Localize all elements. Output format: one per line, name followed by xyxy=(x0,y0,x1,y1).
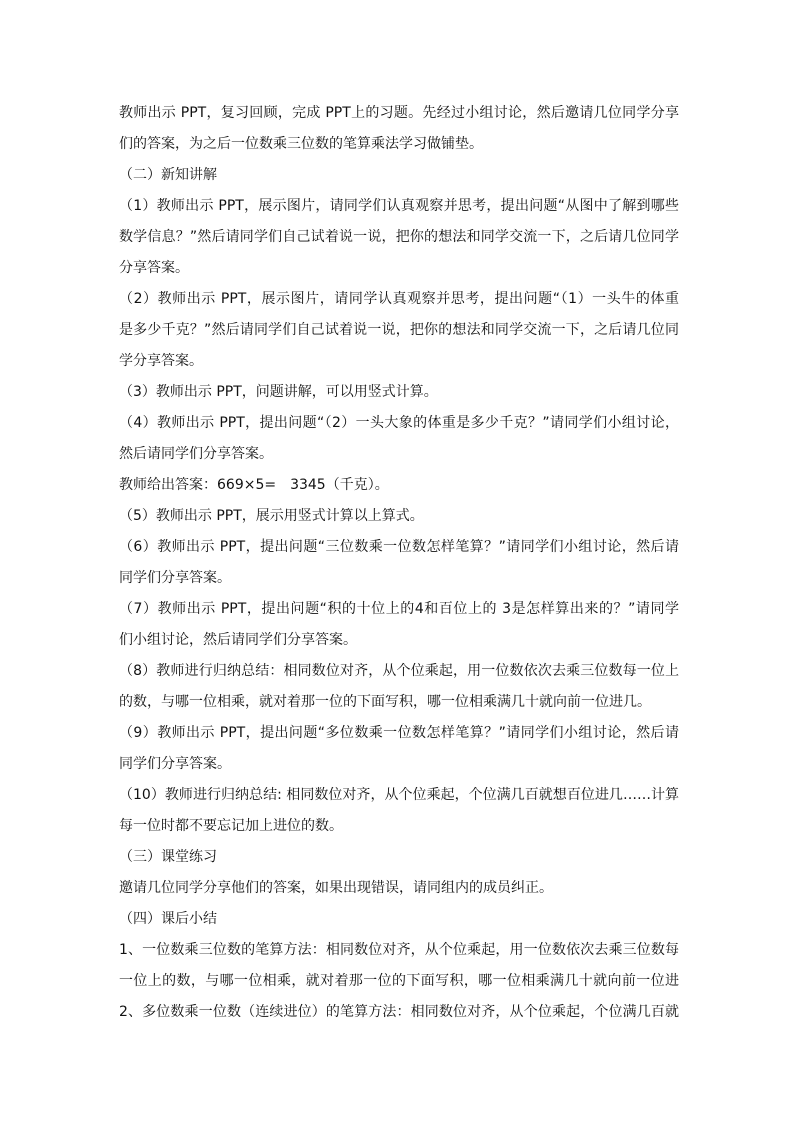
paragraph-line: （7）教师出示 PPT，提出问题“积的十位上的4和百位上的 3是怎样算出来的？”请同学 xyxy=(119,601,679,617)
paragraph-line: （10）教师进行归纳总结: 相同数位对齐，从个位乘起，个位满几百就想百位进几……计算 xyxy=(119,787,679,803)
paragraph-line: 的数，与哪一位相乘，就对着那一位的下面写积，哪一位相乘满几十就向前一位进几。 xyxy=(119,694,651,710)
paragraph-line: （4）教师出示 PPT，提出问题“（2）一头大象的体重是多少千克？”请同学们小组讨论， xyxy=(119,415,679,431)
paragraph-line: （3）教师出示 PPT，问题讲解，可以用竖式计算。 xyxy=(119,384,438,400)
answer-line: 教师给出答案：669×5= 3345（千克）。 xyxy=(119,477,389,493)
paragraph-line: 每一位时都不要忘记加上进位的数。 xyxy=(119,818,343,834)
paragraph-line: （6）教师出示 PPT，提出问题“三位数乘一位数怎样笔算？”请同学们小组讨论，然后请 xyxy=(119,539,679,555)
paragraph-line: 们小组讨论，然后请同学们分享答案。 xyxy=(119,632,357,648)
paragraph-line: （2）教师出示 PPT，展示图片，请同学认真观察并思考，提出问题“（1）一头牛的体重 xyxy=(119,291,679,307)
paragraph-line: 们的答案，为之后一位数乘三位数的笔算乘法学习做铺垫。 xyxy=(119,136,483,152)
paragraph-line: 一位上的数，与哪一位相乘，就对着那一位的下面写积，哪一位相乘满几十就向前一位进 xyxy=(119,973,679,989)
paragraph-line: 然后请同学们分享答案。 xyxy=(119,446,273,462)
section-heading: （三）课堂练习 xyxy=(119,849,217,865)
paragraph-line: 2、多位数乘一位数（连续进位）的笔算方法：相同数位对齐，从个位乘起，个位满几百就 xyxy=(119,1004,679,1020)
paragraph-line: 分享答案。 xyxy=(119,260,189,276)
paragraph-line: （9）教师出示 PPT，提出问题“多位数乘一位数怎样笔算？”请同学们小组讨论，然后请 xyxy=(119,725,679,741)
paragraph-line: 同学们分享答案。 xyxy=(119,756,231,772)
paragraph-line: 邀请几位同学分享他们的答案，如果出现错误，请同组内的成员纠正。 xyxy=(119,880,553,896)
paragraph-line: 数学信息？”然后请同学们自己试着说一说，把你的想法和同学交流一下，之后请几位同学 xyxy=(119,229,679,245)
paragraph-line: （1）教师出示 PPT，展示图片，请同学们认真观察并思考，提出问题“从图中了解到哪些 xyxy=(119,198,679,214)
section-heading: （四）课后小结 xyxy=(119,911,217,927)
paragraph-line: （8）教师进行归纳总结：相同数位对齐，从个位乘起，用一位数依次去乘三位数每一位上 xyxy=(119,663,679,679)
paragraph-line: 是多少千克？”然后请同学们自己试着说一说，把你的想法和同学交流一下，之后请几位同 xyxy=(119,322,679,338)
paragraph-line: 同学们分享答案。 xyxy=(119,570,231,586)
paragraph-line: 教师出示 PPT，复习回顾，完成 PPT上的习题。先经过小组讨论，然后邀请几位同学分享 xyxy=(119,105,679,121)
section-heading: （二）新知讲解 xyxy=(119,167,217,183)
paragraph-line: （5）教师出示 PPT，展示用竖式计算以上算式。 xyxy=(119,508,424,524)
paragraph-line: 学分享答案。 xyxy=(119,353,203,369)
document-body xyxy=(119,98,679,1028)
paragraph-line: 1、一位数乘三位数的笔算方法：相同数位对齐，从个位乘起，用一位数依次去乘三位数每 xyxy=(119,942,679,958)
